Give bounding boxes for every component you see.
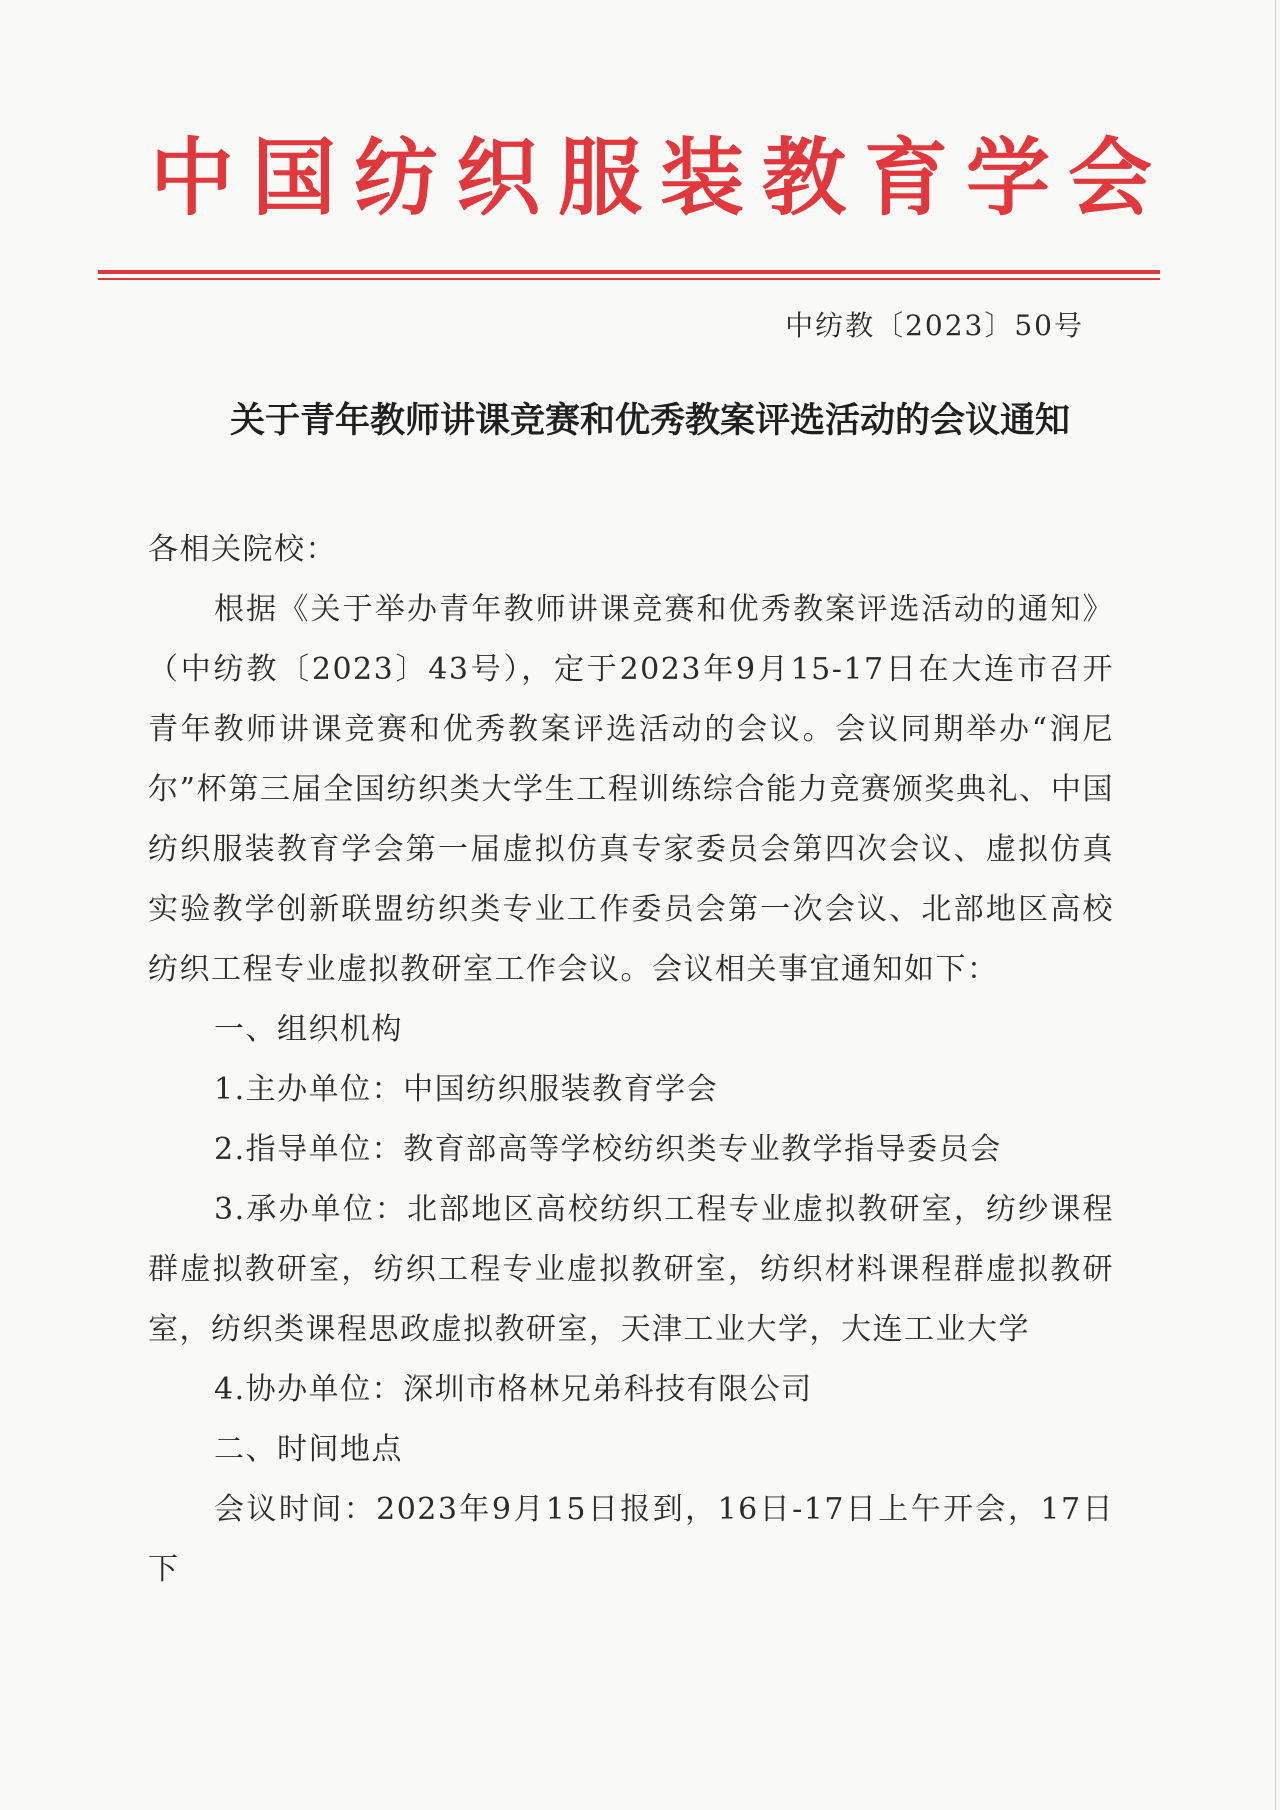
organization-letterhead: 中国纺织服装教育学会 [150, 129, 1171, 227]
item-guide: 2.指导单位：教育部高等学校纺织类专业教学指导委员会 [214, 1132, 1002, 1167]
section-heading-time-place: 二、时间地点 [214, 1432, 403, 1467]
item-host: 1.主办单位：中国纺织服装教育学会 [214, 1072, 719, 1107]
meeting-time: 会议时间：2023年9月15日报到，16日-17日上午开会，17日下 [148, 1492, 1114, 1587]
scan-edge-line [1275, 0, 1276, 1810]
intro-paragraph: 根据《关于举办青年教师讲课竞赛和优秀教案评选活动的通知》（中纺教〔2023〕43号），定于2023年9月15-17日在大连市召开青年教师讲课竞赛和优秀教案评选活动的会议。会议同期举办“润尼尔”杯第三届全国纺织类大学生工程训练综合能力竞赛颁奖典礼、中国纺织服装教育学会第一届虚拟仿真专家委员会第四次会议、虚拟仿真实验教学创新联盟纺织类专业工作委员会第一次会议、北部地区高校纺织工程专业虚拟教研室工作会议。会议相关事宜通知如下： [148, 592, 1114, 987]
document-title: 关于青年教师讲课竞赛和优秀教案评选活动的会议通知 [229, 400, 1070, 441]
letterhead-rule-thick [98, 270, 1160, 274]
section-heading-organization: 一、组织机构 [214, 1012, 403, 1047]
document-number: 中纺教〔2023〕50号 [785, 309, 1084, 342]
salutation: 各相关院校： [148, 532, 337, 567]
item-co-organizer: 4.协办单位：深圳市格林兄弟科技有限公司 [214, 1372, 813, 1407]
letterhead-rule-thin [98, 278, 1160, 280]
document-body [148, 520, 1114, 1600]
item-organizer: 3.承办单位：北部地区高校纺织工程专业虚拟教研室，纺纱课程群虚拟教研室，纺织工程专业虚拟教研室，纺织材料课程群虚拟教研室，纺织类课程思政虚拟教研室，天津工业大学，大连工业大学 [148, 1192, 1114, 1347]
